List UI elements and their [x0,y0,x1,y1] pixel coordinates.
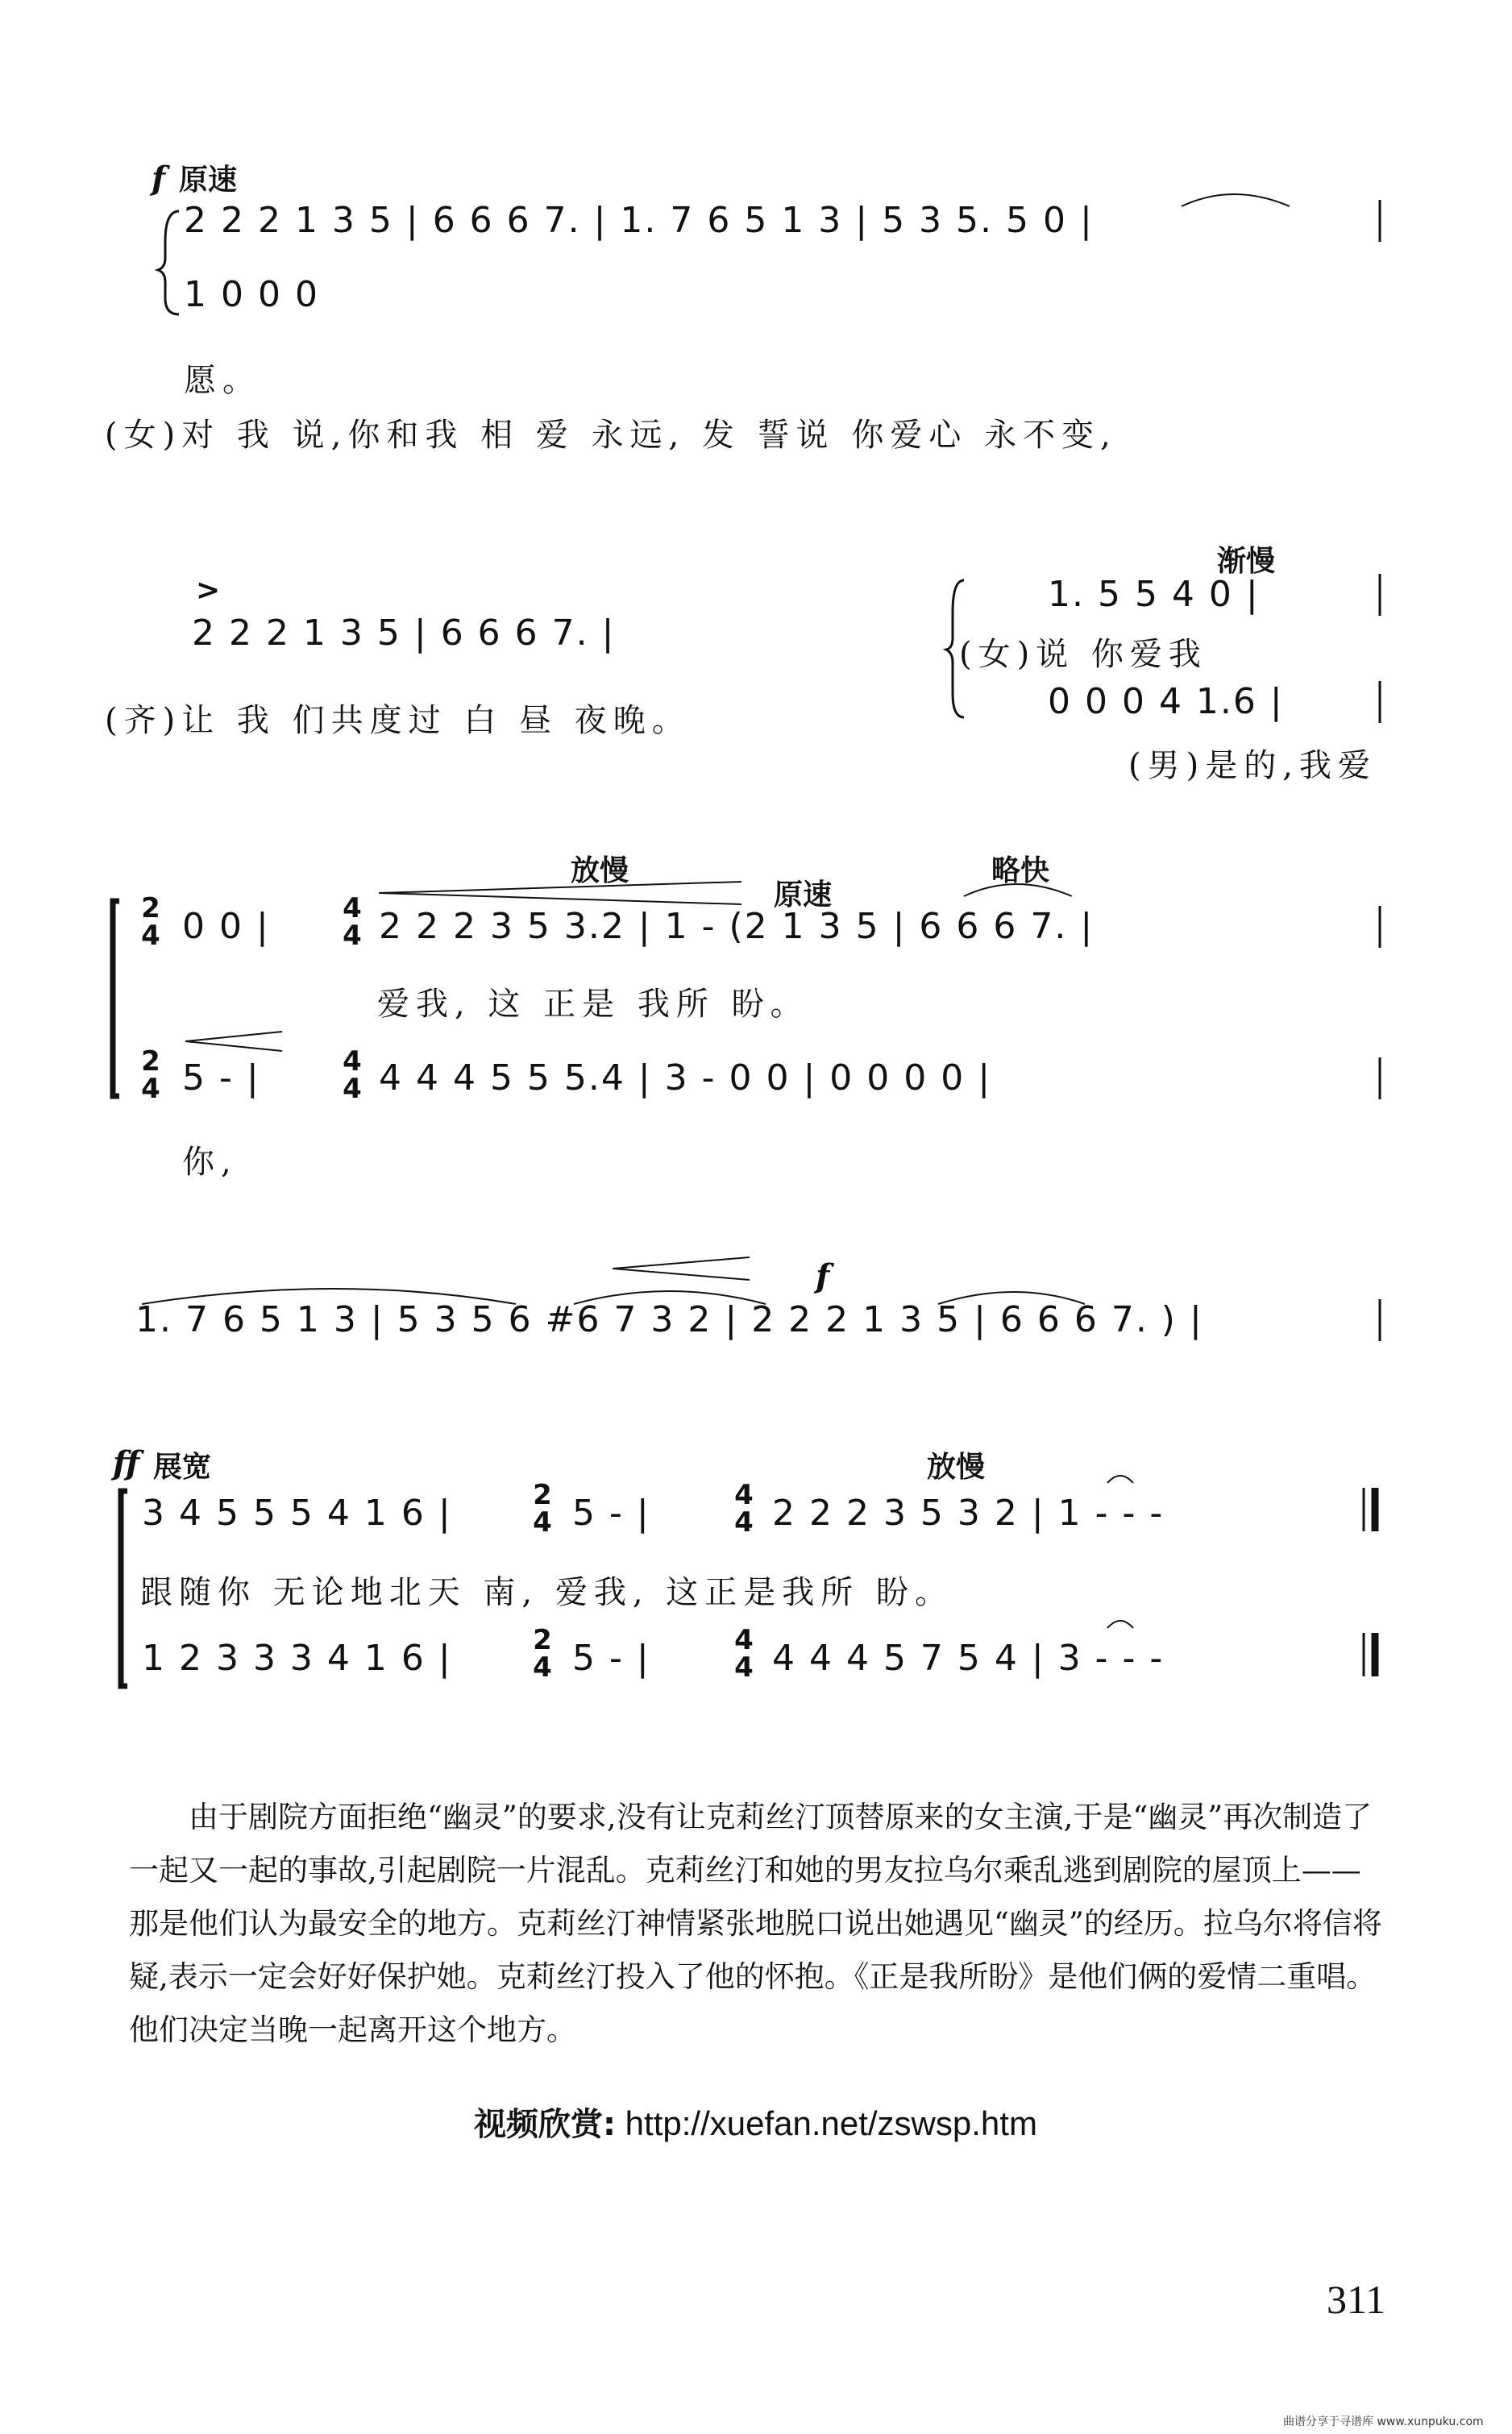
system2-sub-brace [946,580,964,717]
system2-main-notes: 2 2 2 1 3 5 | 6 6 6 7. | [192,613,616,654]
time-signature-bottom: 4 [533,1506,552,1539]
fermata-icon [1107,1476,1133,1483]
system3-lower-lyric: 你, [182,1144,238,1181]
video-url[interactable]: http://xuefan.net/zswsp.htm [625,2104,1037,2142]
time-signature-bottom: 4 [141,920,160,952]
dynamic-forte-1: f [152,160,166,197]
system3-lower-notes-a: 5 - | [182,1057,260,1099]
system5-upper-notes-b: 5 - | [572,1493,650,1534]
tie-slur [574,1291,766,1304]
tempo-rit-mark: 渐慢 [1217,545,1276,578]
time-signature-bottom: 4 [141,1073,160,1105]
system5-lower-notes-b: 5 - | [572,1638,650,1679]
video-label: 视频欣赏: [474,2106,616,2143]
description-paragraph: 由于剧院方面拒绝“幽灵”的要求,没有让克莉丝汀顶替原来的女主演,于是“幽灵”再次制造了一起又一起的事故,引起剧院一片混乱。克莉丝汀和她的男友拉乌尔乘乱逃到剧院的屋顶上——那是他们认为最安全的地方。克莉丝汀神情紧张地脱口说出她遇见“幽灵”的经历。拉乌尔将信将疑,表示一定会好好保护她。克莉丝汀投入了他的怀抱。《正是我所盼》是他们俩的爱情二重唱。他们决定当晚一起离开这个地方。 [129,1800,1382,2047]
system1-upper-notes: 2 2 2 1 3 5 | 6 6 6 7. | 1. 7 6 5 1 3 | 5 3 5. 5 0 | [184,200,1094,241]
tempo-slow-mark-1: 放慢 [571,854,629,887]
system2-sub-upper-lyric: (女)说 你爱我 [959,636,1207,673]
time-signature-top: 4 [343,1045,362,1078]
time-signature-bottom: 4 [734,1651,754,1684]
dynamic-forte-2: f [816,1257,830,1295]
time-signature-top: 4 [734,1479,754,1511]
tempo-broaden-mark: 展宽 [153,1451,212,1484]
system5-lower-notes-a: 1 2 3 3 3 4 1 6 | [142,1638,452,1679]
tie-slur [142,1289,516,1304]
system2-lyric-together: (齐)让 我 们共度过 白 昼 夜晚。 [105,702,691,739]
system3-upper-notes-b: 2 2 2 3 5 3.2 | 1 - (2 1 3 5 | 6 6 6 7. | [379,906,1095,947]
system1-brace [158,211,179,314]
tempo-faster-mark: 略快 [991,854,1050,887]
time-signature-bottom: 4 [343,1073,362,1105]
time-signature-top: 4 [734,1624,754,1656]
system1-lyric-female: (女)对 我 说,你和我 相 爱 永远, 发 誓说 你爱心 永不变, [105,417,1117,454]
page-number: 311 [1327,2277,1386,2322]
decrescendo-hairpin [185,1032,282,1051]
fermata-icon [1107,1621,1133,1628]
time-signature-top: 2 [141,1045,160,1078]
crescendo-hairpin [379,882,741,904]
system5-lower-notes-c: 4 4 4 5 7 5 4 | 3 - - - [772,1638,1165,1679]
tempo-mark-2: 原速 [774,878,833,912]
time-signature-top: 4 [343,892,362,924]
video-link-row[interactable] [474,2099,1037,2145]
system3-upper-lyric: 爱我, 这 正是 我所 盼。 [377,986,809,1023]
time-signature-bottom: 4 [734,1506,754,1539]
tie-slur [964,884,1072,896]
tempo-slow-mark-2: 放慢 [927,1451,986,1484]
time-signature-bottom: 4 [533,1651,552,1684]
time-signature-top: 2 [533,1479,552,1511]
system2-sub-lower-notes: 0 0 0 4 1.6 | [1048,681,1284,722]
tempo-mark-1: 原速 [179,164,238,197]
accent-mark: > [196,574,221,607]
dynamic-fortissimo: ff [113,1444,140,1482]
time-signature-top: 2 [533,1624,552,1656]
system1-lower-notes: 1 0 0 0 [184,274,319,315]
system1-lyric-end: 愿。 [184,362,261,399]
system5-bracket [121,1491,127,1686]
time-signature-bottom: 4 [343,920,362,952]
system5-upper-notes-a: 3 4 5 5 5 4 1 6 | [142,1493,452,1534]
time-signature-top: 2 [141,892,160,924]
footer-watermark: 曲谱分享于寻谱库 www.xunpuku.com [1283,2415,1484,2428]
system3-bracket [113,901,119,1096]
crescendo-hairpin [613,1257,750,1280]
tie-slur [938,1292,1085,1304]
tie-slur [1182,194,1290,206]
system3-upper-notes-a: 0 0 | [182,906,270,947]
system2-sub-lower-lyric: (男)是的,我爱 [1128,747,1377,784]
system3-lower-notes-b: 4 4 4 5 5 5.4 | 3 - 0 0 | 0 0 0 0 | [379,1057,992,1099]
system5-lyric: 跟随你 无论地北天 南, 爱我, 这正是我所 盼。 [140,1574,954,1611]
system2-sub-upper-notes: 1. 5 5 4 0 | [1048,574,1260,615]
system4-notes: 1. 7 6 5 1 3 | 5 3 5 6 #6 7 3 2 | 2 2 2 1 3 5 | 6 6 6 7. ) | [135,1299,1203,1340]
system5-upper-notes-c: 2 2 2 3 5 3 2 | 1 - - - [772,1493,1165,1534]
